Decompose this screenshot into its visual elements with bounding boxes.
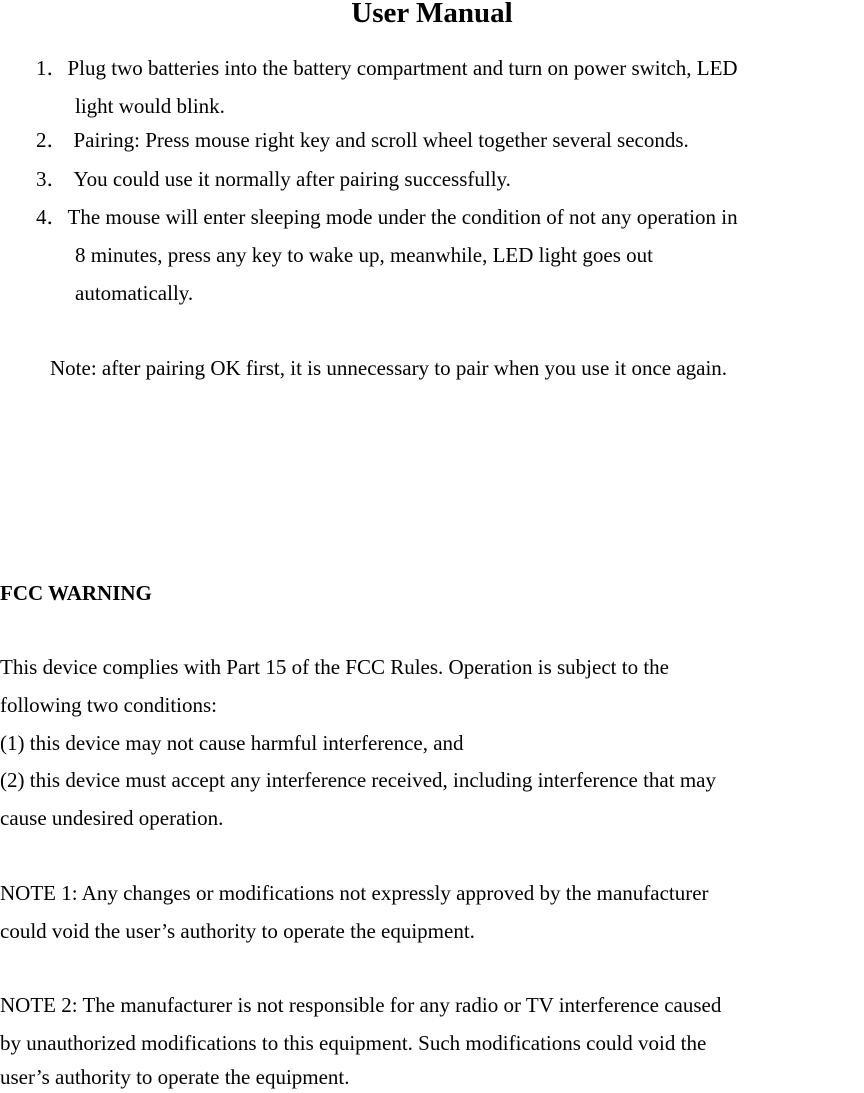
step-text: The mouse will enter sleeping mode under the condition of not any operation in <box>67 205 738 229</box>
step-text: Plug two batteries into the battery compartment and turn on power switch, LED <box>67 56 738 80</box>
step-2 <box>36 121 689 159</box>
fcc-note-2-line: NOTE 2: The manufacturer is not responsible for any radio or TV interference caused <box>0 993 722 1017</box>
fcc-note-1-line: could void the user’s authority to operate the equipment. <box>0 919 475 943</box>
step-3 <box>36 160 511 198</box>
fcc-paragraph-line: (2) this device must accept any interference received, including interference that may <box>0 768 716 792</box>
step-text: Pairing: Press mouse right key and scroll wheel together several seconds. <box>73 128 689 152</box>
fcc-paragraph-line: (1) this device may not cause harmful interference, and <box>0 731 464 755</box>
fcc-note-1-line: NOTE 1: Any changes or modifications not expressly approved by the manufacturer <box>0 881 709 905</box>
page-title: User Manual <box>351 0 513 29</box>
step-1 <box>36 49 738 87</box>
step-1-continuation: light would blink. <box>75 94 225 118</box>
step-4 <box>36 198 738 236</box>
step-4-continuation: 8 minutes, press any key to wake up, meanwhile, LED light goes out <box>75 243 653 267</box>
step-text: You could use it normally after pairing successfully. <box>73 167 511 191</box>
step-4-continuation: automatically. <box>75 281 194 305</box>
step-number: 4． <box>36 205 68 229</box>
fcc-heading: FCC WARNING <box>0 581 152 605</box>
fcc-paragraph-line: This device complies with Part 15 of the FCC Rules. Operation is subject to the <box>0 655 669 679</box>
pairing-note: Note: after pairing OK first, it is unnecessary to pair when you use it once again. <box>50 356 728 380</box>
fcc-paragraph-line: cause undesired operation. <box>0 806 224 830</box>
fcc-note-2-line: by unauthorized modifications to this equipment. Such modifications could void the <box>0 1031 707 1055</box>
step-number: 3． <box>36 167 68 191</box>
fcc-paragraph-line: following two conditions: <box>0 693 217 717</box>
fcc-note-2-line: user’s authority to operate the equipment. <box>0 1065 350 1089</box>
step-number: 1． <box>36 56 68 80</box>
step-number: 2． <box>36 128 68 152</box>
